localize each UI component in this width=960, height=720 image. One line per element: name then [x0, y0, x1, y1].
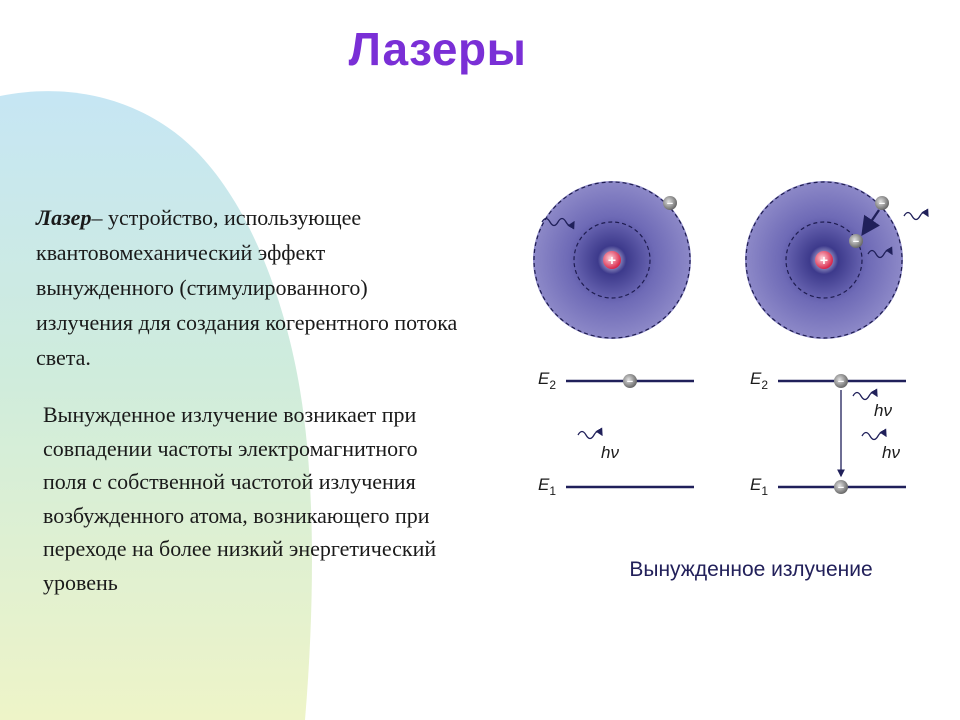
nucleus-before	[603, 251, 621, 269]
level-e1-label-after: $E_1$	[750, 475, 769, 498]
energy-levels-before	[538, 369, 694, 498]
emitted-photon-wave-1	[904, 213, 928, 220]
svg-text:+: +	[607, 252, 617, 268]
photon-wave-upper	[853, 393, 877, 400]
diagram-caption: Вынужденное излучение	[629, 558, 873, 581]
electron-upper-after	[834, 374, 848, 388]
atom-before	[533, 181, 691, 339]
svg-text:+: +	[819, 252, 829, 268]
definition-text: – устройство, использующее квантовомеханический эффект вынужденного (стимулированного) излучения для создания когерентного потока света.	[36, 205, 458, 370]
slide-title: Лазеры	[348, 23, 527, 75]
photon-label-after-1: hν	[874, 401, 892, 420]
level-e1-label-before: $E_1$	[538, 475, 557, 498]
nucleus-after	[815, 251, 833, 269]
svg-text:−: −	[626, 376, 634, 388]
electron-inner-after	[849, 234, 863, 248]
laser-definition	[36, 200, 466, 375]
svg-text:−: −	[852, 236, 860, 248]
svg-text:−: −	[837, 482, 845, 494]
electron-lower-after	[834, 480, 848, 494]
energy-levels-after	[750, 369, 906, 498]
stimulated-emission-diagram	[520, 170, 940, 530]
stimulated-emission-explanation: Вынужденное излучение возникает при совпадении частоты электромагнитного поля с собственной частотой излучения возбужденного атома, возникающего при переходе на более низкий энергетический уровень	[43, 402, 437, 595]
photon-label-before: hν	[601, 443, 619, 462]
atom-after	[745, 181, 928, 339]
level-e2-label-after: $E_2$	[750, 369, 769, 392]
electron-outer-before	[663, 196, 677, 210]
svg-text:−: −	[878, 198, 886, 210]
electron-outer-after	[875, 196, 889, 210]
definition-term: Лазер	[36, 205, 92, 230]
photon-wave-lower	[862, 433, 886, 440]
incoming-photon-wave-level	[578, 432, 602, 439]
photon-label-after-2: hν	[882, 443, 900, 462]
electron-upper-before	[623, 374, 637, 388]
level-e2-label-before: $E_2$	[538, 369, 557, 392]
svg-text:−: −	[837, 376, 845, 388]
svg-text:−: −	[666, 198, 674, 210]
